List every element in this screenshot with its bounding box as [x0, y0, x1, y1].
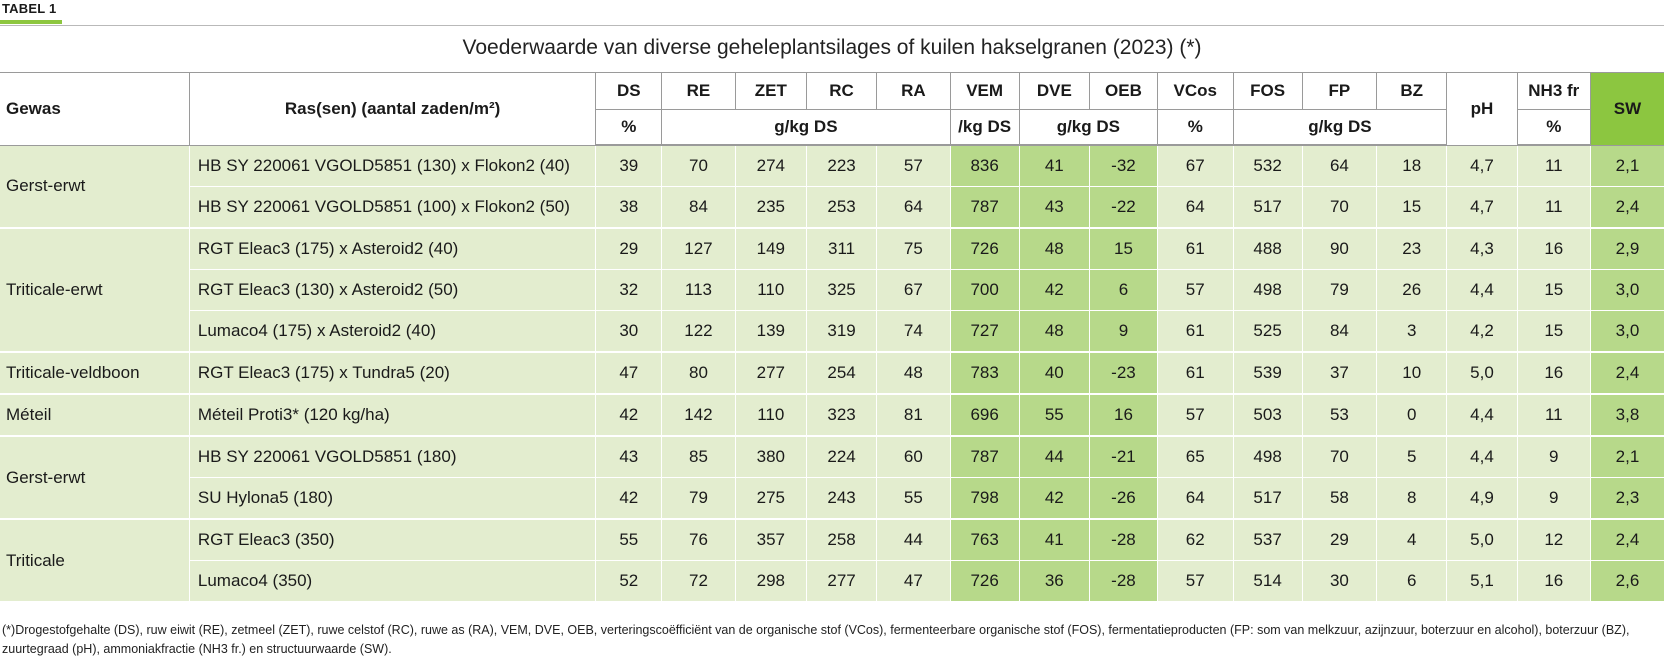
header-oeb: OEB [1089, 73, 1157, 110]
value-cell: -28 [1089, 561, 1157, 603]
value-cell: 142 [662, 394, 735, 436]
value-cell: 2,4 [1590, 187, 1664, 229]
value-cell: 81 [877, 394, 950, 436]
value-cell: 298 [735, 561, 806, 603]
value-cell: 836 [950, 145, 1019, 187]
value-cell: 42 [596, 478, 662, 520]
ras-cell: RGT Eleac3 (175) x Tundra5 (20) [189, 352, 595, 394]
header-vcos: VCos [1158, 73, 1234, 110]
value-cell: 517 [1233, 187, 1302, 229]
value-cell: 36 [1019, 561, 1089, 603]
value-cell: 253 [806, 187, 876, 229]
unit-nh3: % [1517, 110, 1590, 146]
value-cell: 11 [1517, 187, 1590, 229]
value-cell: 65 [1158, 436, 1234, 478]
value-cell: 5,1 [1447, 561, 1517, 603]
value-cell: 4,4 [1447, 436, 1517, 478]
gewas-cell: Triticale-erwt [0, 228, 189, 352]
value-cell: 2,6 [1590, 561, 1664, 603]
ras-cell: RGT Eleac3 (350) [189, 519, 595, 561]
value-cell: 48 [877, 352, 950, 394]
value-cell: 539 [1233, 352, 1302, 394]
header-ra: RA [877, 73, 950, 110]
value-cell: 23 [1377, 228, 1447, 270]
header-row [0, 73, 1664, 110]
value-cell: 783 [950, 352, 1019, 394]
value-cell: 8 [1377, 478, 1447, 520]
value-cell: 60 [877, 436, 950, 478]
value-cell: 258 [806, 519, 876, 561]
ras-cell: RGT Eleac3 (130) x Asteroid2 (50) [189, 270, 595, 311]
header-zet: ZET [735, 73, 806, 110]
value-cell: 61 [1158, 311, 1234, 353]
unit-fos-bz: g/kg DS [1233, 110, 1447, 146]
header-dve: DVE [1019, 73, 1089, 110]
value-cell: 488 [1233, 228, 1302, 270]
value-cell: 48 [1019, 311, 1089, 353]
value-cell: 42 [1019, 478, 1089, 520]
value-cell: -22 [1089, 187, 1157, 229]
value-cell: 29 [1302, 519, 1376, 561]
value-cell: 537 [1233, 519, 1302, 561]
value-cell: 357 [735, 519, 806, 561]
value-cell: 787 [950, 436, 1019, 478]
value-cell: -23 [1089, 352, 1157, 394]
header-re: RE [662, 73, 735, 110]
value-cell: 726 [950, 561, 1019, 603]
value-cell: 2,1 [1590, 145, 1664, 187]
footnote: (*)Drogestofgehalte (DS), ruw eiwit (RE), zetmeel (ZET), ruwe celstof (RC), ruwe as (RA), VEM, DVE, OEB, verteringscoëfficiënt van de organische stof (VCos), fermenteerbare organische stof (FOS), fermentatieproducten (FP: som van melkzuur, azijnzuur, boterzuur en alcohol), boterzuur (BZ), zuurtegraad (pH), ammoniakfractie (NH3 fr.) en structuurwaarde (SW). [2, 623, 1630, 656]
value-cell: 85 [662, 436, 735, 478]
value-cell: -28 [1089, 519, 1157, 561]
table-body [0, 145, 1664, 602]
value-cell: 325 [806, 270, 876, 311]
value-cell: 277 [735, 352, 806, 394]
value-cell: 277 [806, 561, 876, 603]
top-rule [0, 25, 1664, 26]
value-cell: 4,7 [1447, 187, 1517, 229]
value-cell: 16 [1517, 561, 1590, 603]
value-cell: 380 [735, 436, 806, 478]
value-cell: 79 [1302, 270, 1376, 311]
header-ph: pH [1447, 73, 1517, 146]
value-cell: 57 [1158, 561, 1234, 603]
value-cell: 726 [950, 228, 1019, 270]
value-cell: 18 [1377, 145, 1447, 187]
value-cell: 4,7 [1447, 145, 1517, 187]
value-cell: 52 [596, 561, 662, 603]
value-cell: 55 [1019, 394, 1089, 436]
value-cell: 243 [806, 478, 876, 520]
value-cell: 3,8 [1590, 394, 1664, 436]
unit-vcos: % [1158, 110, 1234, 146]
value-cell: 139 [735, 311, 806, 353]
value-cell: 64 [1302, 145, 1376, 187]
value-cell: 67 [1158, 145, 1234, 187]
value-cell: 224 [806, 436, 876, 478]
value-cell: 2,4 [1590, 352, 1664, 394]
value-cell: 3,0 [1590, 270, 1664, 311]
value-cell: 16 [1517, 352, 1590, 394]
ras-cell: RGT Eleac3 (175) x Asteroid2 (40) [189, 228, 595, 270]
value-cell: 15 [1517, 270, 1590, 311]
value-cell: 90 [1302, 228, 1376, 270]
table-label-underline [0, 20, 62, 24]
gewas-cell: Méteil [0, 394, 189, 436]
value-cell: 62 [1158, 519, 1234, 561]
ras-cell: Lumaco4 (350) [189, 561, 595, 603]
value-cell: 67 [877, 270, 950, 311]
value-cell: 532 [1233, 145, 1302, 187]
value-cell: 3,0 [1590, 311, 1664, 353]
value-cell: 498 [1233, 270, 1302, 311]
value-cell: 44 [877, 519, 950, 561]
value-cell: 2,9 [1590, 228, 1664, 270]
value-cell: 2,1 [1590, 436, 1664, 478]
header-gewas: Gewas [0, 73, 189, 146]
value-cell: 127 [662, 228, 735, 270]
value-cell: 26 [1377, 270, 1447, 311]
value-cell: 254 [806, 352, 876, 394]
value-cell: 11 [1517, 394, 1590, 436]
header-fp: FP [1302, 73, 1376, 110]
header-vem: VEM [950, 73, 1019, 110]
unit-vem: /kg DS [950, 110, 1019, 146]
value-cell: 9 [1517, 436, 1590, 478]
table-row [0, 187, 1664, 229]
value-cell: 38 [596, 187, 662, 229]
value-cell: 11 [1517, 145, 1590, 187]
value-cell: 16 [1517, 228, 1590, 270]
value-cell: 4 [1377, 519, 1447, 561]
table-row [0, 352, 1664, 394]
ras-cell: Méteil Proti3* (120 kg/ha) [189, 394, 595, 436]
value-cell: 84 [1302, 311, 1376, 353]
value-cell: 30 [1302, 561, 1376, 603]
value-cell: 5,0 [1447, 519, 1517, 561]
value-cell: 57 [877, 145, 950, 187]
value-cell: 525 [1233, 311, 1302, 353]
table-row [0, 561, 1664, 603]
table-row [0, 270, 1664, 311]
value-cell: 10 [1377, 352, 1447, 394]
table-row [0, 478, 1664, 520]
value-cell: 55 [877, 478, 950, 520]
header-ras: Ras(sen) (aantal zaden/m²) [189, 73, 595, 146]
table-row [0, 519, 1664, 561]
value-cell: 235 [735, 187, 806, 229]
value-cell: 798 [950, 478, 1019, 520]
value-cell: 9 [1089, 311, 1157, 353]
value-cell: 6 [1377, 561, 1447, 603]
table-row [0, 228, 1664, 270]
value-cell: 696 [950, 394, 1019, 436]
value-cell: 74 [877, 311, 950, 353]
value-cell: 70 [662, 145, 735, 187]
value-cell: 113 [662, 270, 735, 311]
header-rc: RC [806, 73, 876, 110]
table-label: TABEL 1 [2, 1, 57, 16]
header-nh3: NH3 fr [1517, 73, 1590, 110]
value-cell: 84 [662, 187, 735, 229]
value-cell: 29 [596, 228, 662, 270]
value-cell: 4,3 [1447, 228, 1517, 270]
unit-dve-oeb: g/kg DS [1019, 110, 1157, 146]
table-row [0, 145, 1664, 187]
value-cell: -21 [1089, 436, 1157, 478]
value-cell: 4,2 [1447, 311, 1517, 353]
value-cell: 274 [735, 145, 806, 187]
value-cell: 503 [1233, 394, 1302, 436]
value-cell: 514 [1233, 561, 1302, 603]
value-cell: 48 [1019, 228, 1089, 270]
ras-cell: HB SY 220061 VGOLD5851 (130) x Flokon2 (40) [189, 145, 595, 187]
value-cell: 517 [1233, 478, 1302, 520]
gewas-cell: Triticale-veldboon [0, 352, 189, 394]
value-cell: 39 [596, 145, 662, 187]
value-cell: 61 [1158, 228, 1234, 270]
value-cell: 47 [877, 561, 950, 603]
ras-cell: HB SY 220061 VGOLD5851 (100) x Flokon2 (50) [189, 187, 595, 229]
value-cell: 72 [662, 561, 735, 603]
value-cell: 0 [1377, 394, 1447, 436]
ras-cell: HB SY 220061 VGOLD5851 (180) [189, 436, 595, 478]
value-cell: 58 [1302, 478, 1376, 520]
value-cell: 70 [1302, 187, 1376, 229]
header-bz: BZ [1377, 73, 1447, 110]
value-cell: 275 [735, 478, 806, 520]
value-cell: 12 [1517, 519, 1590, 561]
gewas-cell: Gerst-erwt [0, 145, 189, 228]
value-cell: 3 [1377, 311, 1447, 353]
value-cell: 75 [877, 228, 950, 270]
value-cell: 15 [1377, 187, 1447, 229]
value-cell: 6 [1089, 270, 1157, 311]
value-cell: 40 [1019, 352, 1089, 394]
table-title: Voederwaarde van diverse geheleplantsilages of kuilen hakselgranen (2023) (*) [462, 36, 1202, 59]
value-cell: 53 [1302, 394, 1376, 436]
value-cell: 80 [662, 352, 735, 394]
value-cell: 41 [1019, 519, 1089, 561]
value-cell: 42 [596, 394, 662, 436]
value-cell: -32 [1089, 145, 1157, 187]
header-fos: FOS [1233, 73, 1302, 110]
value-cell: 323 [806, 394, 876, 436]
value-cell: 47 [596, 352, 662, 394]
value-cell: 43 [596, 436, 662, 478]
value-cell: 43 [1019, 187, 1089, 229]
value-cell: 9 [1517, 478, 1590, 520]
ras-cell: Lumaco4 (175) x Asteroid2 (40) [189, 311, 595, 353]
value-cell: 223 [806, 145, 876, 187]
value-cell: 42 [1019, 270, 1089, 311]
value-cell: 37 [1302, 352, 1376, 394]
ras-cell: SU Hylona5 (180) [189, 478, 595, 520]
value-cell: 5,0 [1447, 352, 1517, 394]
value-cell: 5 [1377, 436, 1447, 478]
value-cell: 700 [950, 270, 1019, 311]
value-cell: 2,4 [1590, 519, 1664, 561]
value-cell: 763 [950, 519, 1019, 561]
unit-ds: % [596, 110, 662, 146]
value-cell: 61 [1158, 352, 1234, 394]
value-cell: 57 [1158, 394, 1234, 436]
value-cell: 64 [1158, 478, 1234, 520]
gewas-cell: Gerst-erwt [0, 436, 189, 519]
value-cell: 64 [877, 187, 950, 229]
table-row [0, 311, 1664, 353]
table-row [0, 394, 1664, 436]
value-cell: 4,4 [1447, 270, 1517, 311]
value-cell: 787 [950, 187, 1019, 229]
table-row [0, 436, 1664, 478]
value-cell: 727 [950, 311, 1019, 353]
value-cell: 4,9 [1447, 478, 1517, 520]
value-cell: 15 [1089, 228, 1157, 270]
value-cell: 76 [662, 519, 735, 561]
value-cell: 311 [806, 228, 876, 270]
value-cell: 110 [735, 270, 806, 311]
value-cell: 44 [1019, 436, 1089, 478]
value-cell: 319 [806, 311, 876, 353]
value-cell: 79 [662, 478, 735, 520]
unit-re-ra: g/kg DS [662, 110, 950, 146]
value-cell: 15 [1517, 311, 1590, 353]
value-cell: 32 [596, 270, 662, 311]
value-cell: 41 [1019, 145, 1089, 187]
value-cell: 2,3 [1590, 478, 1664, 520]
header-sw: SW [1590, 73, 1664, 146]
value-cell: 149 [735, 228, 806, 270]
value-cell: 64 [1158, 187, 1234, 229]
value-cell: 110 [735, 394, 806, 436]
value-cell: -26 [1089, 478, 1157, 520]
value-cell: 122 [662, 311, 735, 353]
gewas-cell: Triticale [0, 519, 189, 602]
value-cell: 30 [596, 311, 662, 353]
value-cell: 16 [1089, 394, 1157, 436]
value-cell: 4,4 [1447, 394, 1517, 436]
header-ds: DS [596, 73, 662, 110]
nutrition-table [0, 72, 1664, 603]
value-cell: 57 [1158, 270, 1234, 311]
value-cell: 498 [1233, 436, 1302, 478]
value-cell: 55 [596, 519, 662, 561]
value-cell: 70 [1302, 436, 1376, 478]
